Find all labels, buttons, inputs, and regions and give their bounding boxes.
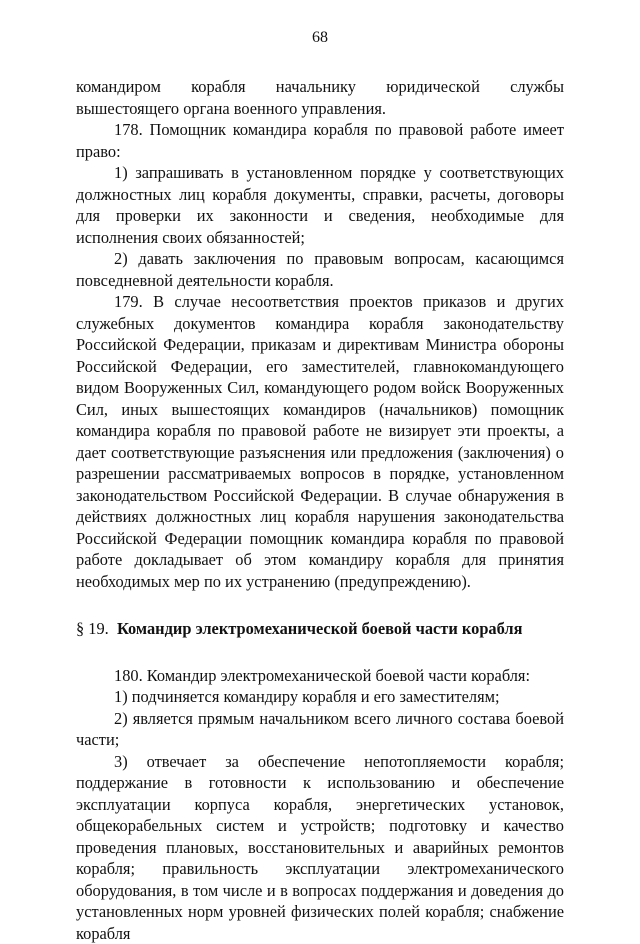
document-body [76, 76, 564, 944]
paragraph-180-item-1: 1) подчиняется командиру корабля и его заместителям; [76, 686, 564, 708]
paragraph-178-item-1: 1) запрашивать в установленном порядке у соответствующих должностных лиц корабля документы, справки, расчеты, договоры для проверки их законности и сведения, необходимые для исполнения своих обязанностей; [76, 162, 564, 248]
paragraph-180-item-3: 3) отвечает за обеспечение непотопляемости корабля; поддержание в готовности к использованию и обеспечение эксплуатации корпуса корабля, энергетических установок, общекорабельных систем и устройств; подготовку и качество проведения плановых, восстановительных и аварийных ремонтов корабля; правильность эксплуатации электромеханического оборудования, в том числе и в вопросах поддержания и доведения до установленных норм уровней физических полей корабля; снабжение корабля [76, 751, 564, 944]
paragraph-180-item-2: 2) является прямым начальником всего личного состава боевой части; [76, 708, 564, 751]
paragraph-179: 179. В случае несоответствия проектов приказов и других служебных документов командира корабля законодательству Российской Федерации, приказам и директивам Министра обороны Российской Федерации, его заместителей, главнокомандующего видом Вооруженных Сил, командующего родом войск Вооруженных Сил, иных вышестоящих командиров (начальников) помощник командира корабля по правовой работе не визирует эти проекты, а дает соответствующие разъяснения или предложения (заключения) о разрешении рассматриваемых вопросов в порядке, установленном законодательством Российской Федерации. В случае обнаружения в действиях должностных лиц корабля нарушения законодательства Российской Федерации помощник командира корабля по правовой работе докладывает об этом командиру корабля для принятия необходимых мер по их устранению (предупреждению). [76, 291, 564, 592]
paragraph-continuation: командиром корабля начальнику юридической службы вышестоящего органа военного управления. [76, 76, 564, 119]
section-number: § 19. [76, 619, 109, 638]
paragraph-180: 180. Командир электромеханической боевой части корабля: [76, 665, 564, 687]
page-number: 68 [0, 28, 640, 48]
paragraph-178-item-2: 2) давать заключения по правовым вопросам, касающимся повседневной деятельности корабля. [76, 248, 564, 291]
paragraph-178: 178. Помощник командира корабля по правовой работе имеет право: [76, 119, 564, 162]
section-title: Командир электромеханической боевой части корабля [117, 619, 523, 638]
section-heading [76, 618, 564, 640]
